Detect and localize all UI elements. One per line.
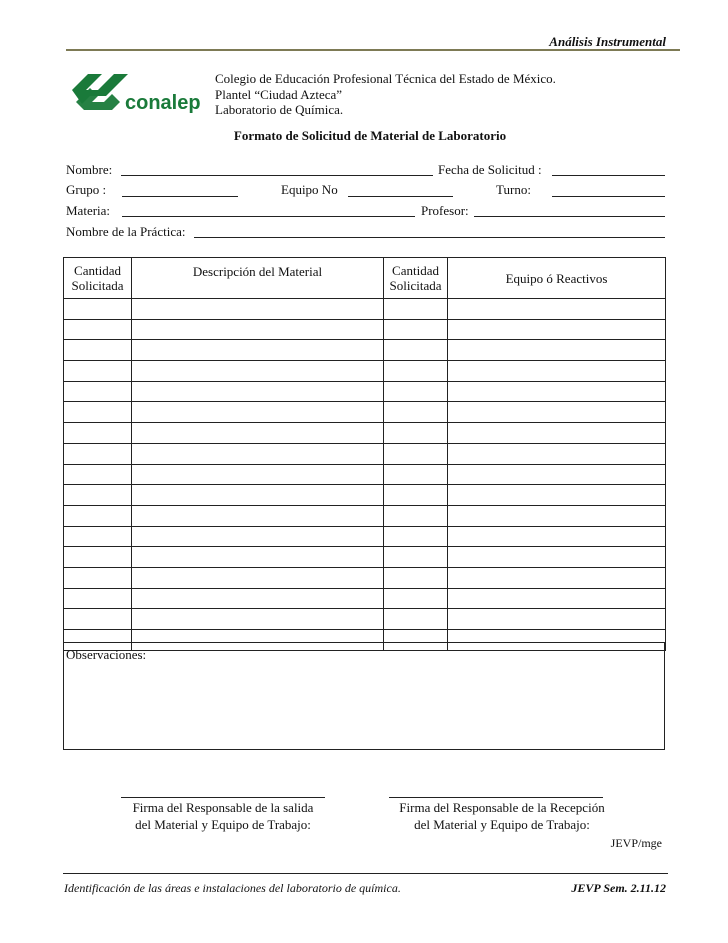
table-cell[interactable] [132, 443, 384, 464]
practica-line[interactable] [194, 237, 665, 238]
table-cell[interactable] [132, 567, 384, 588]
equipo-no-label: Equipo No [281, 182, 338, 197]
table-cell[interactable] [64, 588, 132, 609]
observations-label: Observaciones: [66, 647, 147, 662]
col-cantidad2-line1: Cantidad [392, 263, 439, 278]
table-cell[interactable] [132, 505, 384, 526]
institution-line-2: Plantel “Ciudad Azteca” [215, 87, 343, 102]
table-cell[interactable] [384, 423, 448, 444]
signature-line-left[interactable] [121, 797, 325, 798]
profesor-line[interactable] [474, 216, 665, 217]
table-row [64, 340, 666, 361]
table-cell[interactable] [64, 423, 132, 444]
table-cell[interactable] [132, 464, 384, 485]
materia-line[interactable] [122, 216, 415, 217]
table-cell[interactable] [132, 588, 384, 609]
table-cell[interactable] [64, 319, 132, 340]
signature-right-line1: Firma del Responsable de la Recepción [399, 800, 605, 815]
institution-line-3: Laboratorio de Química. [215, 102, 344, 117]
table-cell[interactable] [132, 402, 384, 423]
table-cell[interactable] [384, 381, 448, 402]
table-cell[interactable] [132, 361, 384, 382]
table-row [64, 443, 666, 464]
signature-left-line2: del Material y Equipo de Trabajo: [135, 817, 311, 832]
table-cell[interactable] [64, 609, 132, 630]
materia-label: Materia: [66, 203, 111, 218]
table-cell[interactable] [448, 361, 666, 382]
table-cell[interactable] [448, 567, 666, 588]
col-descripcion-header [132, 258, 384, 299]
signature-line-right[interactable] [389, 797, 603, 798]
practica-label: Nombre de la Práctica: [66, 224, 186, 239]
table-cell[interactable] [384, 402, 448, 423]
table-cell[interactable] [64, 567, 132, 588]
col-cantidad2-header [384, 258, 448, 299]
table-cell[interactable] [448, 609, 666, 630]
col-cantidad-header [64, 258, 132, 299]
table-row [64, 299, 666, 320]
equipo-no-line[interactable] [348, 196, 453, 197]
table-cell[interactable] [448, 423, 666, 444]
table-cell[interactable] [384, 609, 448, 630]
table-row [64, 485, 666, 506]
col-equipo-label: Equipo ó Reactivos [505, 270, 608, 286]
profesor-label: Profesor: [421, 203, 469, 218]
table-row [64, 402, 666, 423]
table-cell[interactable] [384, 319, 448, 340]
institution-line-1: Colegio de Educación Profesional Técnica del Estado de México. [215, 71, 556, 86]
signature-left [100, 799, 346, 833]
table-cell[interactable] [64, 299, 132, 320]
grupo-label: Grupo : [66, 182, 107, 197]
table-row [64, 319, 666, 340]
table-cell[interactable] [448, 340, 666, 361]
table-cell[interactable] [384, 361, 448, 382]
table-row [64, 609, 666, 630]
table-row [64, 464, 666, 485]
table-cell[interactable] [384, 299, 448, 320]
table-cell[interactable] [384, 340, 448, 361]
table-cell[interactable] [448, 485, 666, 506]
signature-left-line1: Firma del Responsable de la salida [132, 800, 314, 815]
table-cell[interactable] [132, 381, 384, 402]
form-title-text: Formato de Solicitud de Material de Laboratorio [233, 128, 507, 143]
table-cell[interactable] [384, 526, 448, 547]
table-row [64, 567, 666, 588]
table-cell[interactable] [384, 505, 448, 526]
table-cell[interactable] [64, 526, 132, 547]
table-cell[interactable] [448, 505, 666, 526]
table-cell[interactable] [132, 319, 384, 340]
table-row [64, 547, 666, 568]
table-cell[interactable] [132, 340, 384, 361]
table-row [64, 423, 666, 444]
signature-right [375, 799, 629, 833]
table-cell[interactable] [384, 588, 448, 609]
table-header-row [64, 258, 666, 299]
table-cell[interactable] [64, 361, 132, 382]
table-cell[interactable] [448, 526, 666, 547]
fecha-label: Fecha de Solicitud : [438, 162, 542, 177]
col-equipo-header [448, 258, 666, 299]
col-descripcion-label: Descripción del Material [192, 264, 323, 279]
turno-label: Turno: [496, 182, 531, 197]
table-cell[interactable] [384, 485, 448, 506]
table-cell[interactable] [64, 464, 132, 485]
table-cell[interactable] [132, 526, 384, 547]
conalep-logo [68, 68, 208, 118]
footer-left: Identificación de las áreas e instalaciones del laboratorio de química. [64, 881, 401, 895]
table-row [64, 361, 666, 382]
col-cantidad-line1: Cantidad [74, 263, 121, 278]
table-cell[interactable] [132, 547, 384, 568]
observations-box[interactable] [63, 642, 665, 750]
table-cell[interactable] [64, 340, 132, 361]
table-cell[interactable] [448, 464, 666, 485]
col-cantidad-line2: Solicitada [71, 278, 124, 293]
table-cell[interactable] [64, 485, 132, 506]
table-row [64, 381, 666, 402]
table-row [64, 526, 666, 547]
footer-right: JEVP Sem. 2.11.12 [571, 881, 666, 895]
header-rule [66, 49, 680, 51]
col-cantidad2-line2: Solicitada [389, 278, 442, 293]
table-cell[interactable] [448, 319, 666, 340]
initials: JEVP/mge [610, 836, 662, 850]
table-cell[interactable] [448, 381, 666, 402]
table-cell[interactable] [132, 609, 384, 630]
table-cell[interactable] [132, 423, 384, 444]
table-cell[interactable] [448, 547, 666, 568]
fecha-line[interactable] [552, 175, 665, 176]
table-cell[interactable] [448, 588, 666, 609]
table-cell[interactable] [384, 464, 448, 485]
turno-line[interactable] [552, 196, 665, 197]
table-cell[interactable] [448, 299, 666, 320]
grupo-line[interactable] [122, 196, 238, 197]
table-cell[interactable] [132, 299, 384, 320]
table-row [64, 505, 666, 526]
table-cell[interactable] [384, 547, 448, 568]
nombre-line[interactable] [121, 175, 433, 176]
table-cell[interactable] [448, 443, 666, 464]
logo-wordmark: conalep [125, 92, 201, 114]
table-row [64, 588, 666, 609]
material-table [63, 257, 666, 651]
form-title [0, 128, 728, 144]
table-cell[interactable] [64, 402, 132, 423]
table-cell[interactable] [384, 443, 448, 464]
signature-right-line2: del Material y Equipo de Trabajo: [414, 817, 590, 832]
subject-title: Análisis Instrumental [549, 34, 666, 49]
table-cell[interactable] [448, 402, 666, 423]
table-cell[interactable] [64, 505, 132, 526]
nombre-label: Nombre: [66, 162, 113, 177]
table-cell[interactable] [64, 443, 132, 464]
table-cell[interactable] [64, 381, 132, 402]
table-cell[interactable] [384, 567, 448, 588]
footer-rule [63, 873, 668, 874]
table-cell[interactable] [132, 485, 384, 506]
table-cell[interactable] [64, 547, 132, 568]
